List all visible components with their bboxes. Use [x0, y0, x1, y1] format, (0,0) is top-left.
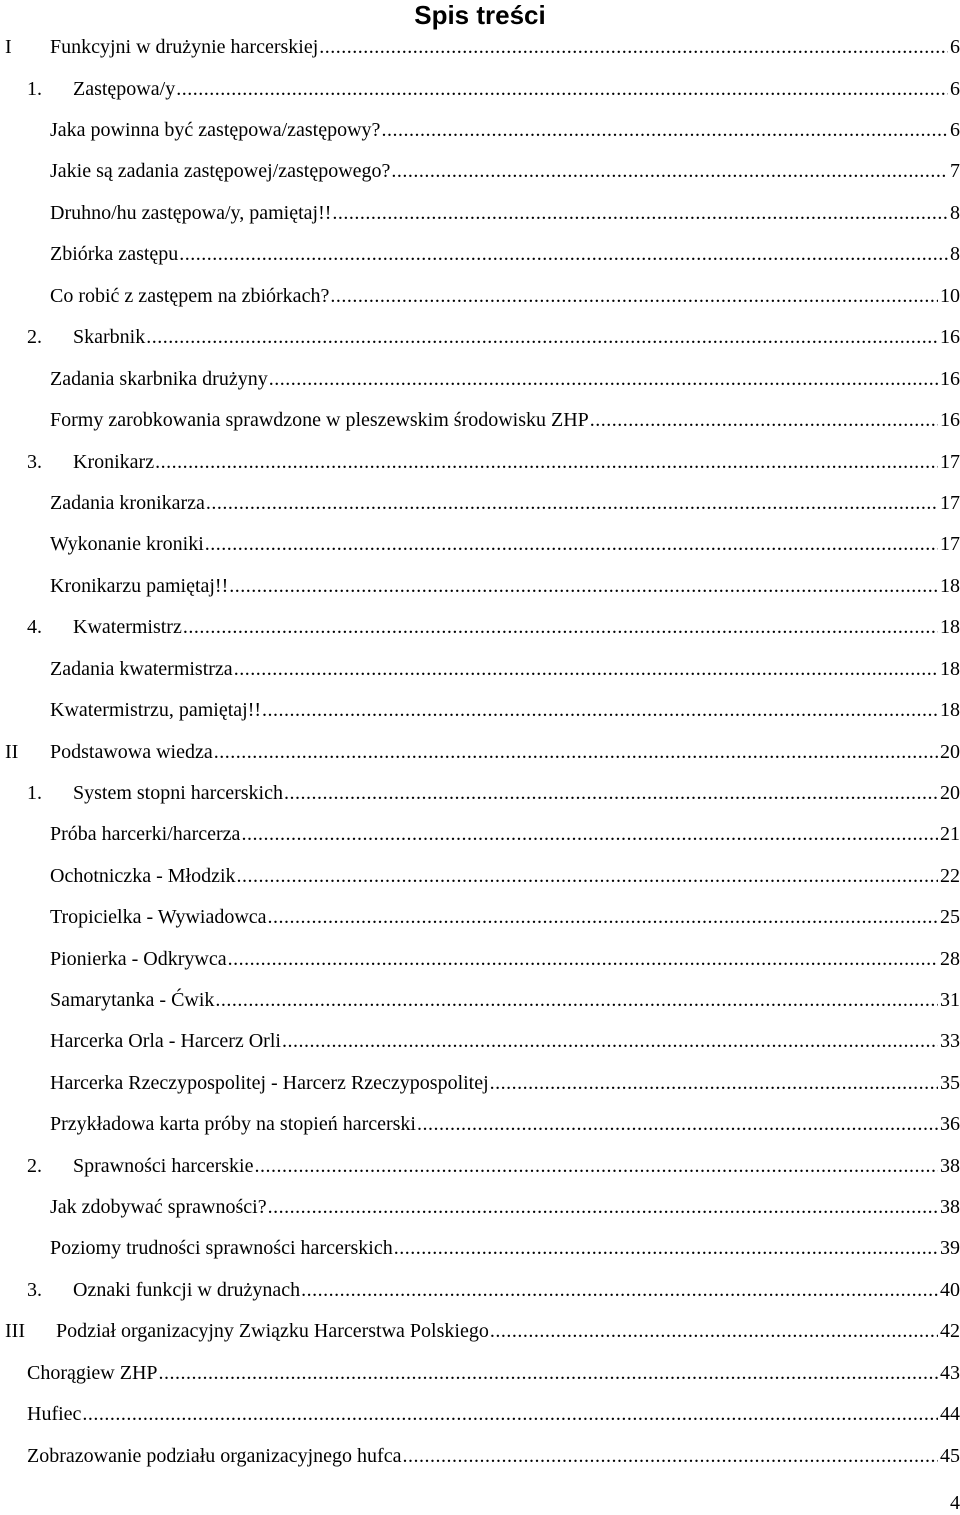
toc-entry-page: 35 — [940, 1072, 960, 1094]
toc-entry-title: Oznaki funkcji w drużynach — [73, 1279, 301, 1301]
toc-entry-page: 21 — [940, 823, 960, 845]
toc-dot-leader — [178, 237, 948, 271]
toc-entry-page: 25 — [940, 906, 960, 928]
toc-entry-page: 8 — [950, 243, 960, 265]
toc-entry[interactable] — [0, 1107, 960, 1141]
toc-entry-title: Kronikarzu pamiętaj!! — [50, 575, 229, 597]
toc-dot-leader — [227, 942, 938, 976]
toc-entry-title: Kwatermistrzu, pamiętaj!! — [50, 699, 262, 721]
toc-entry-number: 4. — [27, 616, 42, 638]
toc-dot-leader — [416, 1107, 938, 1141]
toc-entry-page: 45 — [940, 1445, 960, 1467]
toc-entry[interactable] — [0, 859, 960, 893]
toc-entry-title: Zadania kronikarza — [50, 492, 205, 514]
page-title: Spis treści — [414, 0, 546, 30]
toc-dot-leader — [145, 320, 938, 354]
toc-entry[interactable] — [0, 569, 960, 603]
toc-entry-page: 6 — [950, 78, 960, 100]
toc-entry-title: Skarbnik — [73, 326, 146, 348]
toc-entry-title: Jakie są zadania zastępowej/zastępowego? — [50, 160, 391, 182]
toc-dot-leader — [401, 1439, 938, 1473]
toc-dot-leader — [233, 652, 938, 686]
toc-entry[interactable] — [0, 279, 960, 313]
toc-entry[interactable] — [0, 30, 960, 64]
toc-entry-title: Podstawowa wiedza — [50, 741, 213, 763]
toc-entry-page: 18 — [940, 658, 960, 680]
toc-dot-leader — [204, 527, 938, 561]
toc-entry-title: Hufiec — [27, 1403, 82, 1425]
toc-dot-leader — [489, 1314, 938, 1348]
toc-entry[interactable] — [0, 445, 960, 479]
toc-entry[interactable] — [0, 196, 960, 230]
toc-dot-leader — [300, 1273, 938, 1307]
toc-entry-page: 10 — [940, 285, 960, 307]
toc-entry-title: Kronikarz — [73, 451, 155, 473]
toc-dot-leader — [236, 859, 939, 893]
toc-entry-title: Sprawności harcerskie — [73, 1155, 254, 1177]
toc-entry-title: Zadania skarbnika drużyny — [50, 368, 268, 390]
toc-entry-page: 40 — [940, 1279, 960, 1301]
toc-entry-title: Tropicielka - Wywiadowca — [50, 906, 267, 928]
toc-entry[interactable] — [0, 1066, 960, 1100]
toc-entry-number: 3. — [27, 1279, 42, 1301]
toc-entry-page: 16 — [940, 326, 960, 348]
toc-entry[interactable] — [0, 113, 960, 147]
toc-entry-page: 16 — [940, 409, 960, 431]
toc-entry[interactable] — [0, 1024, 960, 1058]
toc-entry-number: III — [5, 1320, 25, 1342]
toc-entry[interactable] — [0, 1231, 960, 1265]
toc-entry[interactable] — [0, 652, 960, 686]
toc-entry-page: 18 — [940, 616, 960, 638]
toc-entry-number: I — [5, 36, 12, 58]
toc-entry-page: 7 — [950, 160, 960, 182]
toc-dot-leader — [589, 403, 938, 437]
toc-entry-title: Harcerka Rzeczypospolitej - Harcerz Rzeczypospolitej — [50, 1072, 489, 1094]
toc-dot-leader — [182, 610, 938, 644]
toc-entry-page: 31 — [940, 989, 960, 1011]
toc-entry-title: Przykładowa karta próby na stopień harcerski — [50, 1113, 416, 1135]
toc-entry[interactable] — [0, 942, 960, 976]
toc-entry-page: 42 — [940, 1320, 960, 1342]
toc-entry-page: 38 — [940, 1196, 960, 1218]
toc-entry[interactable] — [0, 1397, 960, 1431]
toc-entry-page: 22 — [940, 865, 960, 887]
toc-entry[interactable] — [0, 776, 960, 810]
toc-entry-title: Harcerka Orla - Harcerz Orli — [50, 1030, 281, 1052]
toc-entry-page: 17 — [940, 492, 960, 514]
toc-entry[interactable] — [0, 154, 960, 188]
toc-entry[interactable] — [0, 610, 960, 644]
toc-entry-page: 17 — [940, 533, 960, 555]
toc-entry-number: 1. — [27, 78, 42, 100]
toc-dot-leader — [267, 1190, 938, 1224]
toc-entry-page: 28 — [940, 948, 960, 970]
toc-entry[interactable] — [0, 237, 960, 271]
toc-entry[interactable] — [0, 72, 960, 106]
toc-entry-title: Druhno/hu zastępowa/y, pamiętaj!! — [50, 202, 332, 224]
toc-entry-page: 17 — [940, 451, 960, 473]
toc-entry-title: Ochotniczka - Młodzik — [50, 865, 236, 887]
toc-entry[interactable] — [0, 527, 960, 561]
toc-dot-leader — [254, 1149, 939, 1183]
toc-entry-title: Formy zarobkowania sprawdzone w pleszewskim środowisku ZHP — [50, 409, 589, 431]
toc-entry-title: Kwatermistrz — [73, 616, 182, 638]
toc-entry[interactable] — [0, 900, 960, 934]
toc-dot-leader — [213, 735, 938, 769]
toc-entry-page: 38 — [940, 1155, 960, 1177]
toc-dot-leader — [281, 1024, 938, 1058]
toc-entry[interactable] — [0, 486, 960, 520]
toc-entry-page: 33 — [940, 1030, 960, 1052]
toc-entry-number: 1. — [27, 782, 42, 804]
toc-entry-title: Funkcyjni w drużynie harcerskiej — [50, 36, 319, 58]
toc-entry-title: Zastępowa/y — [73, 78, 176, 100]
toc-dot-leader — [267, 900, 938, 934]
toc-entry[interactable] — [0, 983, 960, 1017]
toc-entry[interactable] — [0, 1314, 960, 1348]
toc-entry-number: 2. — [27, 326, 42, 348]
toc-dot-leader — [175, 72, 948, 106]
toc-entry[interactable] — [0, 693, 960, 727]
toc-dot-leader — [261, 693, 938, 727]
toc-entry-page: 36 — [940, 1113, 960, 1135]
toc-dot-leader — [380, 113, 948, 147]
toc-entry-page: 20 — [940, 741, 960, 763]
toc-dot-leader — [214, 983, 938, 1017]
toc-entry[interactable] — [0, 403, 960, 437]
toc-entry-page: 8 — [950, 202, 960, 224]
toc-dot-leader — [154, 445, 938, 479]
toc-dot-leader — [228, 569, 938, 603]
toc-entry[interactable] — [0, 735, 960, 769]
toc-entry-page: 6 — [950, 119, 960, 141]
toc-dot-leader — [240, 817, 938, 851]
toc-dot-leader — [489, 1066, 938, 1100]
toc-entry-page: 18 — [940, 575, 960, 597]
toc-entry-title: Co robić z zastępem na zbiórkach? — [50, 285, 330, 307]
toc-entry-title: Jaka powinna być zastępowa/zastępowy? — [50, 119, 381, 141]
toc-entry-page: 20 — [940, 782, 960, 804]
toc-entry[interactable] — [0, 1273, 960, 1307]
toc-entry-number: 2. — [27, 1155, 42, 1177]
toc-dot-leader — [158, 1356, 938, 1390]
toc-entry-page: 44 — [940, 1403, 960, 1425]
toc-entry-title: Zadania kwatermistrza — [50, 658, 233, 680]
toc-dot-leader — [205, 486, 938, 520]
toc-dot-leader — [283, 776, 938, 810]
toc-entry-number: 3. — [27, 451, 42, 473]
toc-entry-number: II — [5, 741, 19, 763]
toc-entry-page: 16 — [940, 368, 960, 390]
toc-entry[interactable] — [0, 817, 960, 851]
toc-dot-leader — [393, 1231, 938, 1265]
toc-entry-page: 39 — [940, 1237, 960, 1259]
toc-dot-leader — [268, 362, 938, 396]
toc-dot-leader — [329, 279, 938, 313]
toc-entry-title: Jak zdobywać sprawności? — [50, 1196, 267, 1218]
toc-entry-title: Chorągiew ZHP — [27, 1362, 158, 1384]
toc-entry-title: Próba harcerki/harcerza — [50, 823, 241, 845]
toc-entry-page: 43 — [940, 1362, 960, 1384]
toc-entry-title: Poziomy trudności sprawności harcerskich — [50, 1237, 393, 1259]
toc-entry-title: Pionierka - Odkrywca — [50, 948, 227, 970]
toc-entry-title: Zbiórka zastępu — [50, 243, 179, 265]
toc-entry-page: 6 — [950, 36, 960, 58]
toc-entry-title: Samarytanka - Ćwik — [50, 989, 215, 1011]
toc-entry[interactable] — [0, 1439, 960, 1473]
toc-entry[interactable] — [0, 362, 960, 396]
toc-dot-leader — [331, 196, 948, 230]
toc-dot-leader — [81, 1397, 938, 1431]
toc-entry[interactable] — [0, 320, 960, 354]
toc-entry-page: 18 — [940, 699, 960, 721]
toc-entry[interactable] — [0, 1356, 960, 1390]
page-number: 4 — [950, 1492, 960, 1514]
toc-entry-title: Podział organizacyjny Związku Harcerstwa Polskiego — [56, 1320, 489, 1342]
toc-dot-leader — [390, 154, 948, 188]
toc-entry[interactable] — [0, 1149, 960, 1183]
toc-entry-title: System stopni harcerskich — [73, 782, 283, 804]
toc-entry-title: Wykonanie kroniki — [50, 533, 204, 555]
toc-entry-title: Zobrazowanie podziału organizacyjnego hufca — [27, 1445, 402, 1467]
toc-dot-leader — [318, 30, 948, 64]
toc-entry[interactable] — [0, 1190, 960, 1224]
